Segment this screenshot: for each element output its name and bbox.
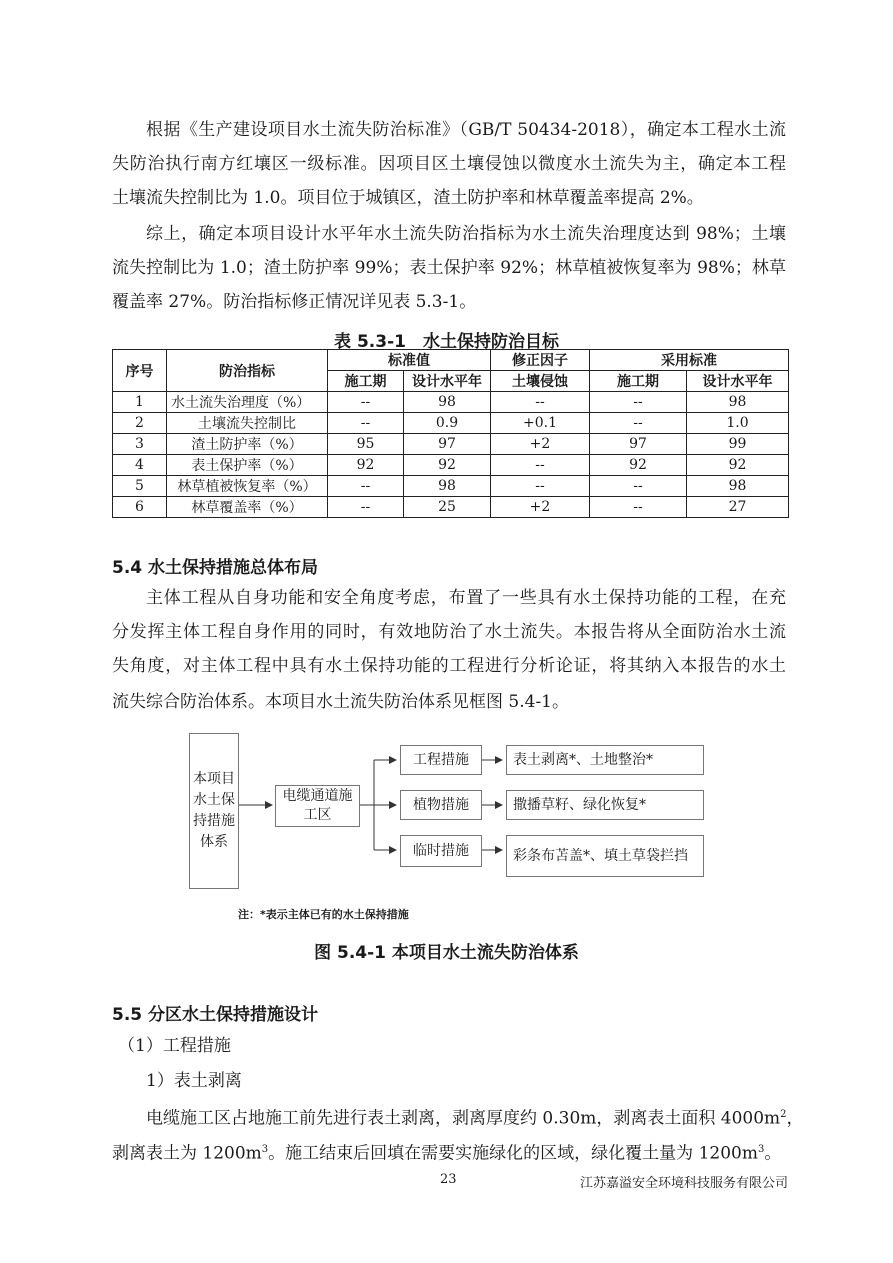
header-design-year: 设计水平年 xyxy=(404,371,491,392)
cell-no: 5 xyxy=(113,476,167,497)
header-soil-erosion: 土壤侵蚀 xyxy=(491,371,590,392)
cell-value: 95 xyxy=(328,434,404,455)
header-adopted: 采用标准 xyxy=(590,350,789,371)
cell-no: 4 xyxy=(113,455,167,476)
paragraph-line: 根据《生产建设项目水土流失防治标准》（GB/T 50434-2018），确定本工程水土流 xyxy=(146,120,786,140)
text-run: 。施工结束后回填在需要实施绿化的区域，绿化覆土量为 1200m xyxy=(268,1143,758,1164)
system-label-line: 水土保 xyxy=(193,792,235,808)
cell-value: 92 xyxy=(590,455,687,476)
cell-value: +0.1 xyxy=(491,413,590,434)
diagram-note: 注：*表示主体已有的水土保持措施 xyxy=(238,908,409,921)
cell-value: 98 xyxy=(404,476,491,497)
cell-value: 98 xyxy=(687,392,789,413)
footer-company: 江苏嘉溢安全环境科技服务有限公司 xyxy=(579,1176,788,1191)
system-label-line: 体系 xyxy=(200,834,228,850)
text-run: ， xyxy=(786,1108,804,1129)
subheading: 1）表土剥离 xyxy=(146,1071,242,1091)
cell-no: 3 xyxy=(113,434,167,455)
cell-no: 1 xyxy=(113,392,167,413)
cell-value: -- xyxy=(328,476,404,497)
paragraph-line xyxy=(112,1140,786,1164)
text-run: 剥离表土为 1200m xyxy=(112,1143,262,1164)
system-label-line: 持措施 xyxy=(193,813,235,829)
paragraph-line: 流失综合防治体系。本项目水土流失防治体系见框图 5.4-1。 xyxy=(112,692,569,712)
table-caption: 表 5.3-1 水土保持防治目标 xyxy=(334,332,559,352)
cell-value: -- xyxy=(590,497,687,518)
cell-value: 98 xyxy=(404,392,491,413)
area-label-line: 电缆通道施 xyxy=(282,788,353,804)
cell-value: 0.9 xyxy=(404,413,491,434)
paragraph-line: 土壤流失控制比为 1.0。项目位于城镇区，渣土防护率和林草覆盖率提高 2%。 xyxy=(112,188,704,208)
measure-detail-plant: 撒播草籽、绿化恢复* xyxy=(506,790,704,820)
page-number: 23 xyxy=(440,1172,457,1187)
cell-no: 2 xyxy=(113,413,167,434)
paragraph-line: 覆盖率 27%。防治指标修正情况详见表 5.3-1。 xyxy=(112,292,477,312)
cell-value: -- xyxy=(491,392,590,413)
cell-value: -- xyxy=(491,455,590,476)
cell-value: 92 xyxy=(687,455,789,476)
cell-value: 97 xyxy=(404,434,491,455)
cell-value: +2 xyxy=(491,497,590,518)
paragraph-line: 失角度，对主体工程中具有水土保持功能的工程进行分析论证，将其纳入本报告的水土 xyxy=(112,656,786,676)
measure-detail-temporary: 彩条布苫盖*、填土草袋拦挡 xyxy=(506,835,704,877)
paragraph-line: 综上，确定本项目设计水平年水土流失防治指标为水土流失治理度达到 98%；土壤 xyxy=(146,224,786,244)
cell-value: 92 xyxy=(404,455,491,476)
header-construction-adopted: 施工期 xyxy=(590,371,687,392)
area-label-line: 工区 xyxy=(303,807,332,823)
cell-value: 97 xyxy=(590,434,687,455)
header-correction: 修正因子 xyxy=(491,350,590,371)
cell-value: -- xyxy=(328,392,404,413)
measure-detail-engineering: 表土剥离*、土地整治* xyxy=(506,745,704,775)
cell-value: -- xyxy=(328,413,404,434)
paragraph-line: 主体工程从自身功能和安全角度考虑，布置了一些具有水土保持功能的工程，在充 xyxy=(146,588,786,608)
area-box xyxy=(275,785,360,827)
header-no: 序号 xyxy=(113,350,167,392)
header-indicator: 防治指标 xyxy=(167,350,328,392)
cell-value: 98 xyxy=(687,476,789,497)
system-box xyxy=(189,733,239,889)
paragraph-line: 分发挥主体工程自身作用的同时，有效地防治了水土流失。本报告将从全面防治水土流 xyxy=(112,622,786,642)
system-label-line: 本项目 xyxy=(193,771,235,787)
subheading: （1）工程措施 xyxy=(118,1036,231,1056)
measure-type-engineering: 工程措施 xyxy=(400,745,482,775)
cell-indicator: 渣土防护率（%） xyxy=(167,434,328,455)
header-standard: 标准值 xyxy=(328,350,491,371)
cell-indicator: 水土流失治理度（%） xyxy=(167,392,328,413)
header-design-year-adopted: 设计水平年 xyxy=(687,371,789,392)
cell-value: 27 xyxy=(687,497,789,518)
superscript: 3 xyxy=(261,1144,269,1155)
measure-type-temporary: 临时措施 xyxy=(400,835,482,867)
cell-value: -- xyxy=(590,476,687,497)
cell-value: +2 xyxy=(491,434,590,455)
header-construction: 施工期 xyxy=(328,371,404,392)
cell-value: -- xyxy=(590,392,687,413)
cell-indicator: 林草覆盖率（%） xyxy=(167,497,328,518)
section-heading: 5.4 水土保持措施总体布局 xyxy=(112,558,319,578)
paragraph-line xyxy=(146,1105,804,1129)
cell-value: -- xyxy=(328,497,404,518)
paragraph-line: 失防治执行南方红壤区一级标准。因项目区土壤侵蚀以微度水土流失为主，确定本工程 xyxy=(112,154,786,174)
cell-value: 1.0 xyxy=(687,413,789,434)
superscript: 2 xyxy=(780,1109,787,1120)
cell-value: 25 xyxy=(404,497,491,518)
text-run: 。 xyxy=(764,1143,782,1164)
superscript: 3 xyxy=(757,1144,765,1155)
cell-value: -- xyxy=(491,476,590,497)
cell-value: -- xyxy=(590,413,687,434)
cell-value: 92 xyxy=(328,455,404,476)
figure-caption: 图 5.4-1 本项目水土流失防治体系 xyxy=(314,943,579,963)
cell-no: 6 xyxy=(113,497,167,518)
measure-type-plant: 植物措施 xyxy=(400,790,482,820)
text-run: 电缆施工区占地施工前先进行表土剥离，剥离厚度约 0.30m，剥离表土面积 4000m xyxy=(146,1108,781,1129)
section-heading: 5.5 分区水土保持措施设计 xyxy=(112,1005,319,1025)
cell-indicator: 林草植被恢复率（%） xyxy=(167,476,328,497)
cell-indicator: 表土保护率（%） xyxy=(167,455,328,476)
paragraph-line: 流失控制比为 1.0；渣土防护率 99%；表土保护率 92%；林草植被恢复率为 98%；林草 xyxy=(112,258,786,278)
cell-value: 99 xyxy=(687,434,789,455)
cell-indicator: 土壤流失控制比 xyxy=(167,413,328,434)
